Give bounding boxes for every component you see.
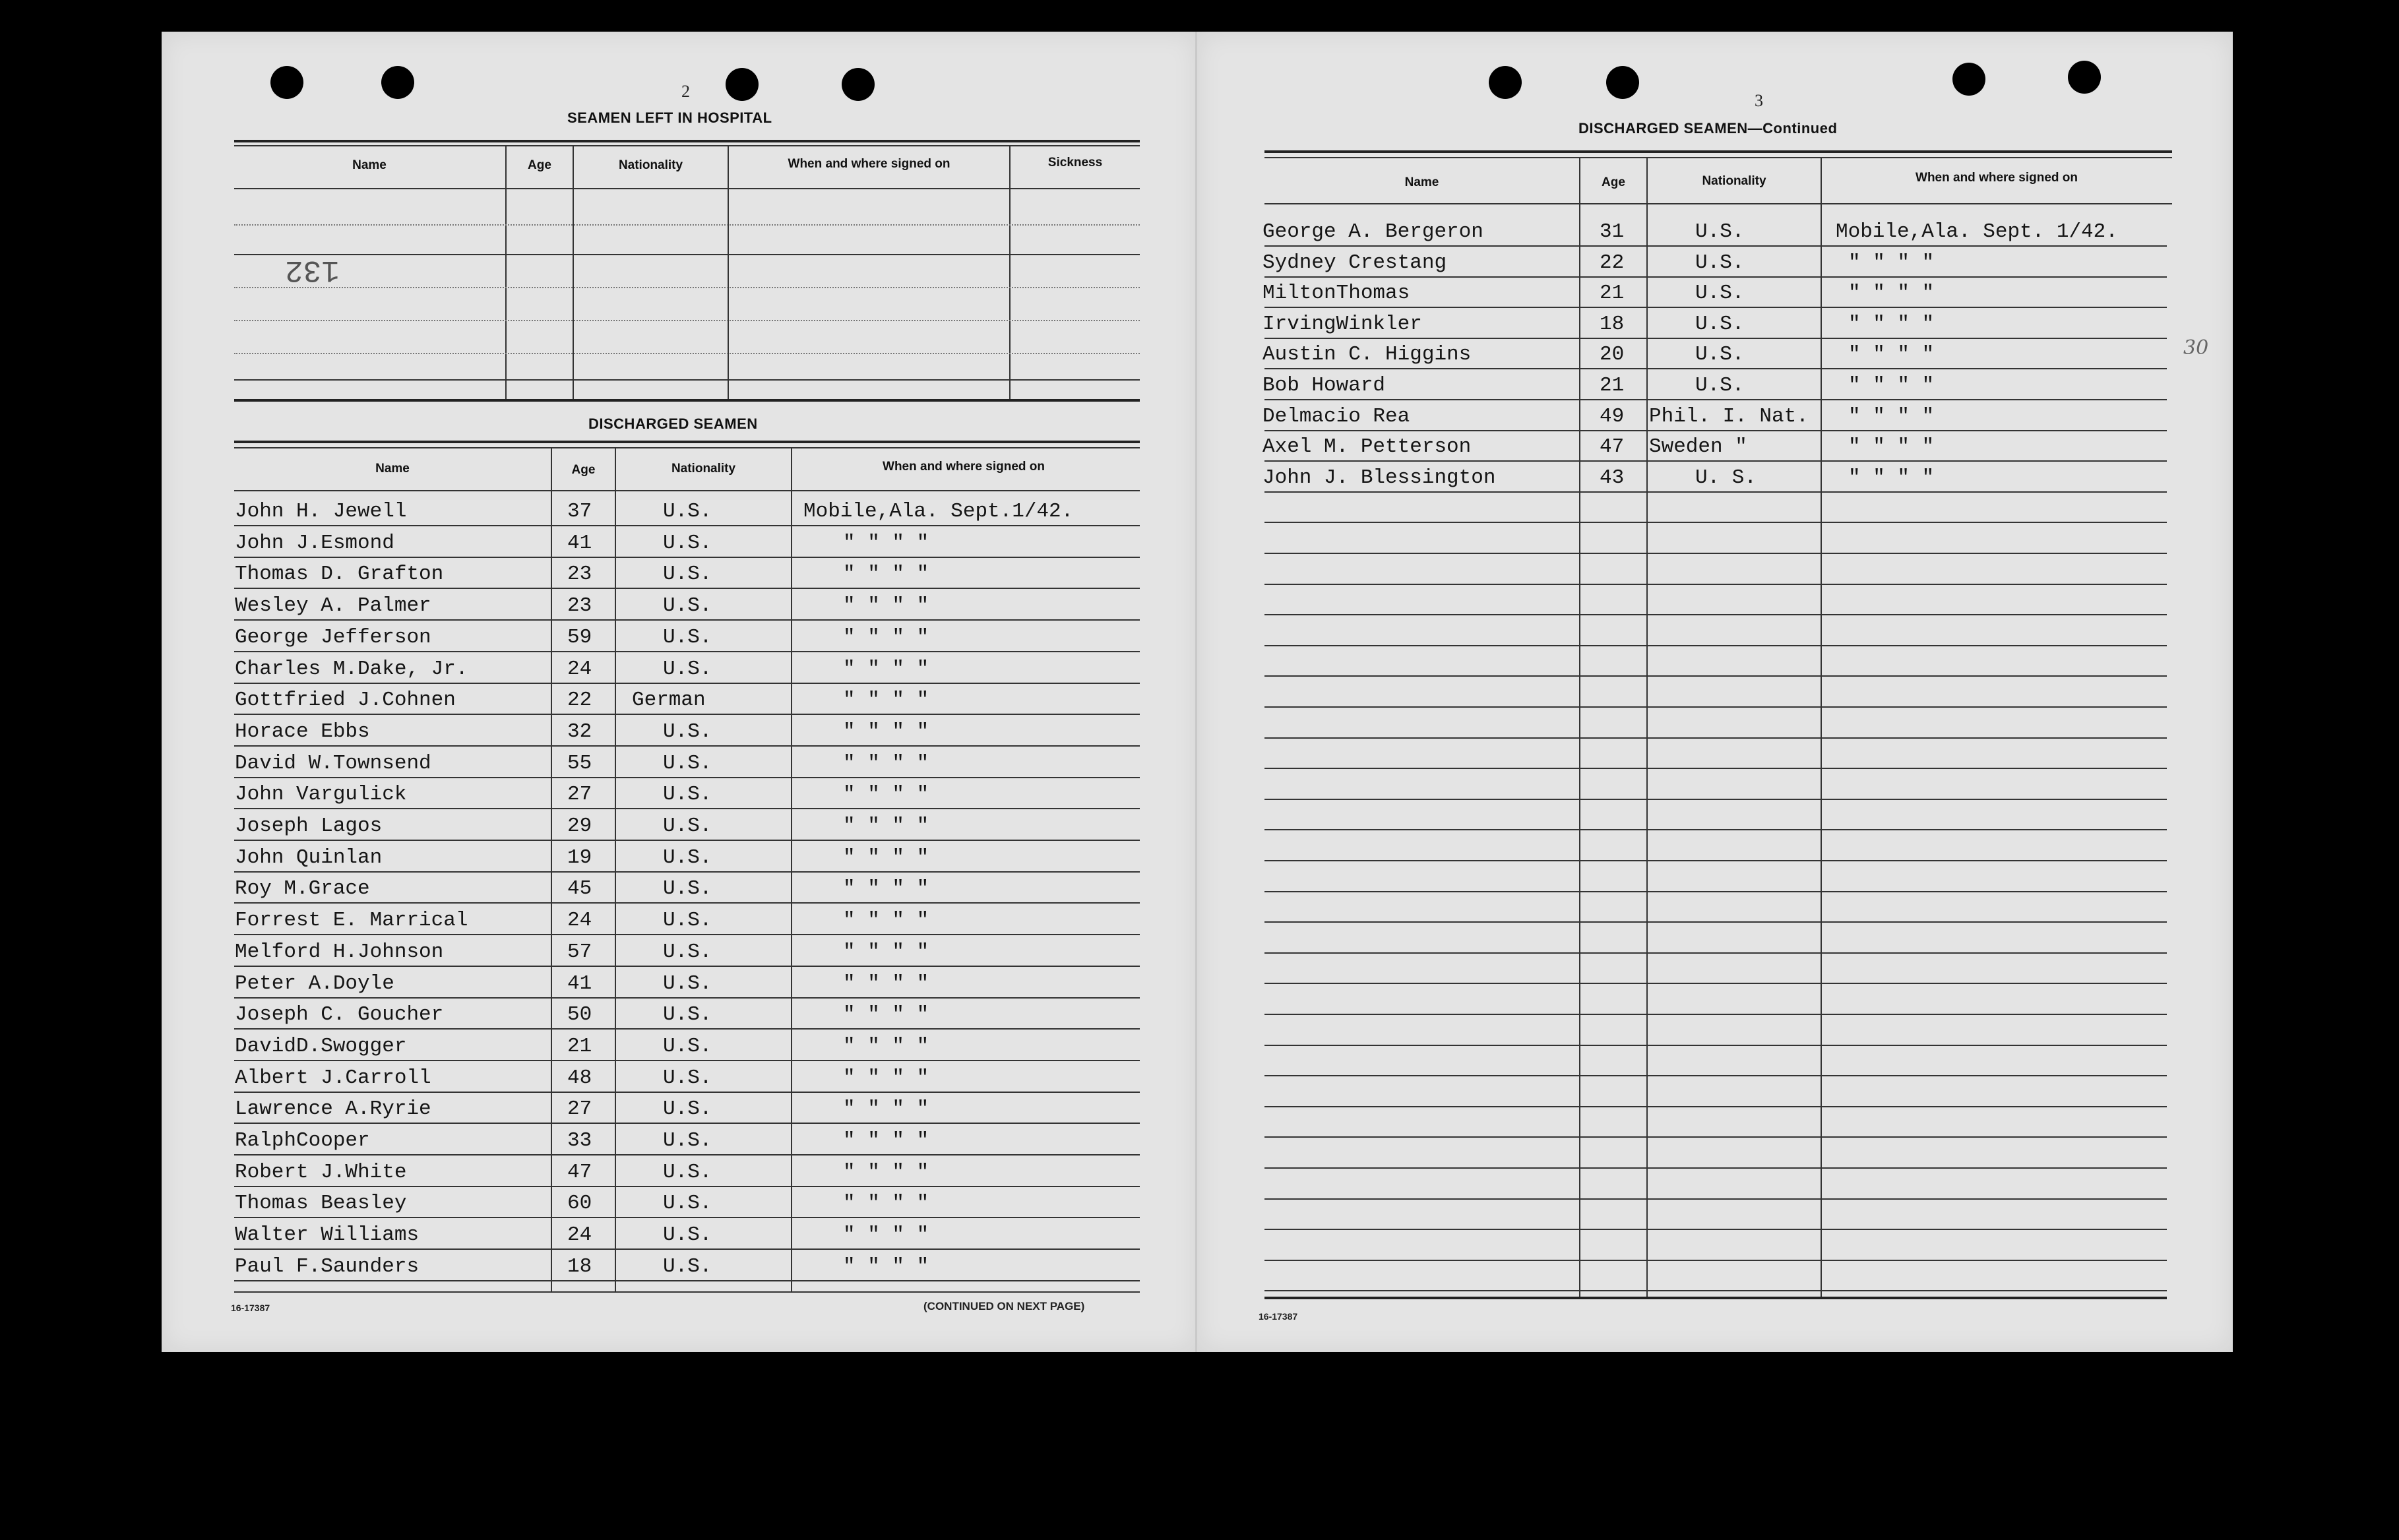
- seaman-age: 37: [567, 500, 592, 523]
- seaman-nationality: U.S.: [663, 720, 712, 743]
- row-rule: [1264, 460, 2167, 462]
- seaman-name: MiltonThomas: [1262, 282, 1410, 305]
- discharged-header-name: Name: [375, 462, 410, 476]
- seaman-signed-on: " " " ": [843, 815, 929, 838]
- seaman-age: 24: [567, 657, 592, 681]
- row-rule: [234, 871, 1140, 873]
- seaman-signed-on: " " " ": [843, 1097, 929, 1121]
- seaman-nationality: U.S.: [663, 751, 712, 775]
- row-rule: [1264, 1229, 2167, 1230]
- seaman-nationality: U.S.: [663, 625, 712, 649]
- seaman-signed-on: Mobile,Ala. Sept.1/42.: [803, 500, 1074, 523]
- seaman-signed-on: " " " ": [843, 1192, 929, 1216]
- seaman-signed-on: " " " ": [843, 689, 929, 712]
- page-number: 2: [681, 82, 690, 101]
- row-rule: [234, 525, 1140, 526]
- seaman-nationality: Sweden ": [1649, 435, 1747, 459]
- row-rule: [1264, 921, 2167, 923]
- hospital-header-nationality: Nationality: [618, 158, 683, 172]
- discharged-header-age: Age: [571, 463, 596, 477]
- row-rule: [234, 1060, 1140, 1061]
- rule: [234, 1291, 1140, 1293]
- seaman-signed-on: " " " ": [1848, 343, 1935, 367]
- row-rule: [1264, 399, 2167, 400]
- row-rule: [234, 1028, 1140, 1030]
- column-rule: [551, 447, 552, 1293]
- seaman-nationality: U.S.: [663, 815, 712, 838]
- row-rule: [234, 902, 1140, 904]
- seaman-signed-on: " " " ": [843, 1066, 929, 1090]
- row-rule: [1264, 430, 2167, 431]
- seaman-nationality: U.S.: [663, 563, 712, 586]
- column-rule: [1646, 157, 1648, 1298]
- seaman-age: 21: [1600, 282, 1625, 305]
- row-rule: [234, 651, 1140, 652]
- seaman-nationality: U.S.: [663, 500, 712, 523]
- seaman-signed-on: " " " ": [843, 1034, 929, 1058]
- seaman-age: 41: [567, 531, 592, 555]
- seaman-nationality: Phil. I. Nat.: [1649, 404, 1809, 428]
- seaman-name: Forrest E. Marrical: [235, 909, 468, 933]
- seaman-signed-on: " " " ": [843, 720, 929, 743]
- row-rule: [1264, 768, 2167, 769]
- form-number: 16-17387: [1259, 1311, 1298, 1322]
- seaman-age: 29: [567, 815, 592, 838]
- seaman-nationality: U.S.: [663, 1223, 712, 1247]
- page-number: 3: [1755, 91, 1763, 110]
- seaman-signed-on: " " " ": [843, 846, 929, 869]
- seaman-age: 55: [567, 751, 592, 775]
- punch-hole: [1489, 66, 1522, 99]
- discharged-header-signed: When and where signed on: [883, 460, 1045, 474]
- row-rule: [1264, 891, 2167, 892]
- seaman-nationality: U.S.: [663, 1160, 712, 1184]
- discharged-continued-title: DISCHARGED SEAMEN—Continued: [1578, 120, 1838, 137]
- row-rule: [1264, 1167, 2167, 1169]
- seaman-signed-on: " " " ": [843, 1129, 929, 1152]
- seaman-nationality: U.S.: [663, 909, 712, 933]
- seaman-signed-on: " " " ": [1848, 251, 1935, 274]
- row-rule: [1264, 491, 2167, 493]
- seaman-age: 23: [567, 563, 592, 586]
- row-rule: [234, 997, 1140, 999]
- seaman-age: 31: [1600, 220, 1625, 243]
- seaman-signed-on: " " " ": [843, 1160, 929, 1184]
- row-rule: [1264, 522, 2167, 523]
- row-rule: [1264, 952, 2167, 954]
- rule: [234, 224, 1140, 226]
- seaman-name: Horace Ebbs: [235, 720, 370, 743]
- row-rule: [1264, 1045, 2167, 1046]
- seaman-name: John H. Jewell: [235, 500, 407, 523]
- row-rule: [234, 745, 1140, 747]
- seaman-name: Peter A.Doyle: [235, 971, 394, 995]
- seaman-name: Thomas Beasley: [235, 1192, 407, 1216]
- discharged-section-title: DISCHARGED SEAMEN: [588, 416, 758, 432]
- row-rule: [234, 1217, 1140, 1218]
- row-rule: [234, 777, 1140, 778]
- seaman-name: RalphCooper: [235, 1129, 370, 1152]
- seaman-age: 50: [567, 1003, 592, 1027]
- rule: [234, 287, 1140, 288]
- seaman-age: 47: [567, 1160, 592, 1184]
- punch-hole: [726, 68, 759, 101]
- margin-note: 30: [2183, 336, 2209, 359]
- seaman-signed-on: " " " ": [1848, 466, 1935, 489]
- row-rule: [1264, 675, 2167, 677]
- seaman-nationality: U. S.: [1695, 466, 1757, 489]
- column-rule: [1821, 157, 1822, 1298]
- rule: [234, 399, 1140, 402]
- rule: [1264, 150, 2172, 153]
- row-rule: [234, 619, 1140, 621]
- seaman-name: Robert J.White: [235, 1160, 407, 1184]
- row-rule: [234, 808, 1140, 809]
- row-rule: [1264, 307, 2167, 308]
- rule: [234, 145, 1140, 146]
- seaman-signed-on: " " " ": [1848, 312, 1935, 336]
- seaman-nationality: U.S.: [663, 657, 712, 681]
- seaman-name: Joseph Lagos: [235, 815, 383, 838]
- seaman-nationality: U.S.: [1695, 220, 1745, 243]
- discharged-header-nationality: Nationality: [671, 462, 736, 476]
- seaman-signed-on: " " " ": [1848, 435, 1935, 459]
- rule: [234, 379, 1140, 381]
- hospital-note: 132: [285, 253, 340, 287]
- seaman-name: John Quinlan: [235, 846, 383, 869]
- seaman-name: Bob Howard: [1262, 374, 1386, 397]
- seaman-name: Wesley A. Palmer: [235, 594, 431, 618]
- column-rule: [791, 447, 792, 1293]
- row-rule: [1264, 706, 2167, 708]
- row-rule: [1264, 860, 2167, 861]
- row-rule: [1264, 983, 2167, 984]
- seaman-signed-on: " " " ": [843, 909, 929, 933]
- rule: [1264, 157, 2172, 158]
- punch-hole: [842, 68, 875, 101]
- column-rule: [1579, 157, 1580, 1298]
- seaman-nationality: U.S.: [663, 1066, 712, 1090]
- punch-hole: [1606, 66, 1639, 99]
- rule: [234, 441, 1140, 443]
- seaman-name: Melford H.Johnson: [235, 940, 444, 964]
- punch-hole: [2068, 61, 2101, 94]
- seaman-nationality: U.S.: [663, 846, 712, 869]
- seaman-nationality: U.S.: [663, 783, 712, 807]
- row-rule: [1264, 553, 2167, 554]
- seaman-name: Joseph C. Goucher: [235, 1003, 444, 1027]
- seaman-name: Axel M. Petterson: [1262, 435, 1472, 459]
- rule: [234, 140, 1140, 142]
- seaman-age: 45: [567, 877, 592, 901]
- seaman-name: Lawrence A.Ryrie: [235, 1097, 431, 1121]
- seaman-name: David W.Townsend: [235, 751, 431, 775]
- seaman-age: 27: [567, 1097, 592, 1121]
- hospital-header-name: Name: [352, 158, 387, 172]
- seaman-nationality: U.S.: [663, 594, 712, 618]
- seaman-age: 47: [1600, 435, 1625, 459]
- right-header-age: Age: [1602, 175, 1625, 189]
- row-rule: [234, 714, 1140, 715]
- rule: [234, 490, 1140, 491]
- seaman-signed-on: " " " ": [843, 657, 929, 681]
- row-rule: [234, 934, 1140, 935]
- seaman-nationality: U.S.: [663, 1192, 712, 1216]
- row-rule: [1264, 1106, 2167, 1107]
- seaman-name: Delmacio Rea: [1262, 404, 1410, 428]
- row-rule: [1264, 1014, 2167, 1015]
- seaman-nationality: U.S.: [663, 531, 712, 555]
- seaman-nationality: U.S.: [1695, 282, 1745, 305]
- row-rule: [1264, 737, 2167, 739]
- seaman-name: Paul F.Saunders: [235, 1254, 420, 1278]
- row-rule: [234, 1123, 1140, 1124]
- seaman-nationality: U.S.: [663, 971, 712, 995]
- seaman-age: 27: [567, 783, 592, 807]
- row-rule: [234, 1092, 1140, 1093]
- seaman-nationality: U.S.: [1695, 251, 1745, 274]
- seaman-age: 49: [1600, 404, 1625, 428]
- row-rule: [1264, 1075, 2167, 1076]
- row-rule: [234, 966, 1140, 967]
- seaman-name: Thomas D. Grafton: [235, 563, 444, 586]
- seaman-name: John Vargulick: [235, 783, 407, 807]
- seaman-nationality: U.S.: [1695, 312, 1745, 336]
- seaman-nationality: U.S.: [663, 1129, 712, 1152]
- rule: [234, 320, 1140, 321]
- right-header-name: Name: [1404, 175, 1439, 189]
- rule: [1264, 1297, 2167, 1299]
- seaman-signed-on: " " " ": [843, 971, 929, 995]
- seaman-name: George Jefferson: [235, 625, 431, 649]
- rule: [728, 145, 729, 399]
- row-rule: [1264, 799, 2167, 800]
- seaman-age: 24: [567, 1223, 592, 1247]
- row-rule: [1264, 614, 2167, 615]
- seaman-name: Albert J.Carroll: [235, 1066, 431, 1090]
- rule: [234, 447, 1140, 448]
- right-header-signed: When and where signed on: [1916, 171, 2078, 185]
- seaman-signed-on: " " " ": [843, 625, 929, 649]
- row-rule: [1264, 829, 2167, 830]
- row-rule: [234, 1186, 1140, 1187]
- row-rule: [1264, 368, 2167, 369]
- seaman-nationality: U.S.: [663, 940, 712, 964]
- seaman-name: Sydney Crestang: [1262, 251, 1447, 274]
- seaman-nationality: U.S.: [663, 877, 712, 901]
- row-rule: [1264, 645, 2167, 646]
- seaman-age: 41: [567, 971, 592, 995]
- form-number: 16-17387: [231, 1303, 270, 1313]
- right-header-nationality: Nationality: [1702, 174, 1766, 188]
- hospital-header-sickness: Sickness: [1047, 156, 1103, 169]
- seaman-age: 21: [567, 1034, 592, 1058]
- rule: [234, 188, 1140, 189]
- seaman-age: 22: [567, 689, 592, 712]
- seaman-nationality: U.S.: [663, 1097, 712, 1121]
- seaman-signed-on: " " " ": [843, 1003, 929, 1027]
- seaman-signed-on: " " " ": [843, 877, 929, 901]
- hospital-section-title: SEAMEN LEFT IN HOSPITAL: [567, 109, 772, 126]
- seaman-signed-on: " " " ": [843, 783, 929, 807]
- seaman-signed-on: " " " ": [1848, 282, 1935, 305]
- seaman-nationality: U.S.: [1695, 343, 1745, 367]
- seaman-age: 59: [567, 625, 592, 649]
- punch-hole: [1952, 63, 1985, 96]
- seaman-age: 22: [1600, 251, 1625, 274]
- rule: [234, 254, 1140, 255]
- seaman-signed-on: Mobile,Ala. Sept. 1/42.: [1836, 220, 2118, 243]
- seaman-age: 43: [1600, 466, 1625, 489]
- seaman-nationality: German: [632, 689, 706, 712]
- hospital-header-signed: When and where signed on: [788, 157, 950, 171]
- seaman-name: IrvingWinkler: [1262, 312, 1422, 336]
- seaman-name: Walter Williams: [235, 1223, 420, 1247]
- seaman-signed-on: " " " ": [843, 940, 929, 964]
- seaman-signed-on: " " " ": [843, 563, 929, 586]
- seaman-age: 18: [567, 1254, 592, 1278]
- seaman-age: 18: [1600, 312, 1625, 336]
- rule: [505, 145, 507, 399]
- punch-hole: [381, 66, 414, 99]
- rule: [1264, 203, 2172, 204]
- seaman-age: 19: [567, 846, 592, 869]
- row-rule: [1264, 338, 2167, 339]
- seaman-signed-on: " " " ": [843, 531, 929, 555]
- seaman-name: Gottfried J.Cohnen: [235, 689, 456, 712]
- seaman-signed-on: " " " ": [843, 751, 929, 775]
- row-rule: [234, 1154, 1140, 1155]
- seaman-name: DavidD.Swogger: [235, 1034, 407, 1058]
- continued-note: (CONTINUED ON NEXT PAGE): [923, 1300, 1085, 1312]
- seaman-nationality: U.S.: [1695, 374, 1745, 397]
- seaman-nationality: U.S.: [663, 1003, 712, 1027]
- rule: [1009, 145, 1011, 399]
- row-rule: [1264, 245, 2167, 247]
- row-rule: [234, 683, 1140, 684]
- row-rule: [1264, 1260, 2167, 1261]
- row-rule: [234, 1280, 1140, 1281]
- seaman-name: John J.Esmond: [235, 531, 394, 555]
- seaman-signed-on: " " " ": [843, 1254, 929, 1278]
- seaman-age: 20: [1600, 343, 1625, 367]
- seaman-nationality: U.S.: [663, 1254, 712, 1278]
- row-rule: [234, 1248, 1140, 1250]
- seaman-name: John J. Blessington: [1262, 466, 1496, 489]
- seaman-age: 48: [567, 1066, 592, 1090]
- seaman-name: Charles M.Dake, Jr.: [235, 657, 468, 681]
- seaman-name: Austin C. Higgins: [1262, 343, 1472, 367]
- seaman-age: 57: [567, 940, 592, 964]
- row-rule: [234, 840, 1140, 841]
- row-rule: [1264, 1198, 2167, 1200]
- row-rule: [234, 557, 1140, 558]
- row-rule: [234, 588, 1140, 589]
- seaman-name: George A. Bergeron: [1262, 220, 1483, 243]
- seaman-signed-on: " " " ": [1848, 374, 1935, 397]
- seaman-age: 60: [567, 1192, 592, 1216]
- column-rule: [615, 447, 616, 1293]
- seaman-age: 32: [567, 720, 592, 743]
- seaman-age: 24: [567, 909, 592, 933]
- row-rule: [1264, 276, 2167, 278]
- seaman-signed-on: " " " ": [843, 594, 929, 618]
- seaman-age: 21: [1600, 374, 1625, 397]
- seaman-nationality: U.S.: [663, 1034, 712, 1058]
- seaman-signed-on: " " " ": [843, 1223, 929, 1247]
- seaman-age: 23: [567, 594, 592, 618]
- seaman-age: 33: [567, 1129, 592, 1152]
- punch-hole: [270, 66, 303, 99]
- row-rule: [1264, 584, 2167, 585]
- seaman-signed-on: " " " ": [1848, 404, 1935, 428]
- seaman-name: Roy M.Grace: [235, 877, 370, 901]
- row-rule: [1264, 1290, 2167, 1291]
- row-rule: [1264, 1136, 2167, 1138]
- rule: [234, 353, 1140, 354]
- hospital-header-age: Age: [528, 158, 551, 172]
- rule: [573, 145, 574, 399]
